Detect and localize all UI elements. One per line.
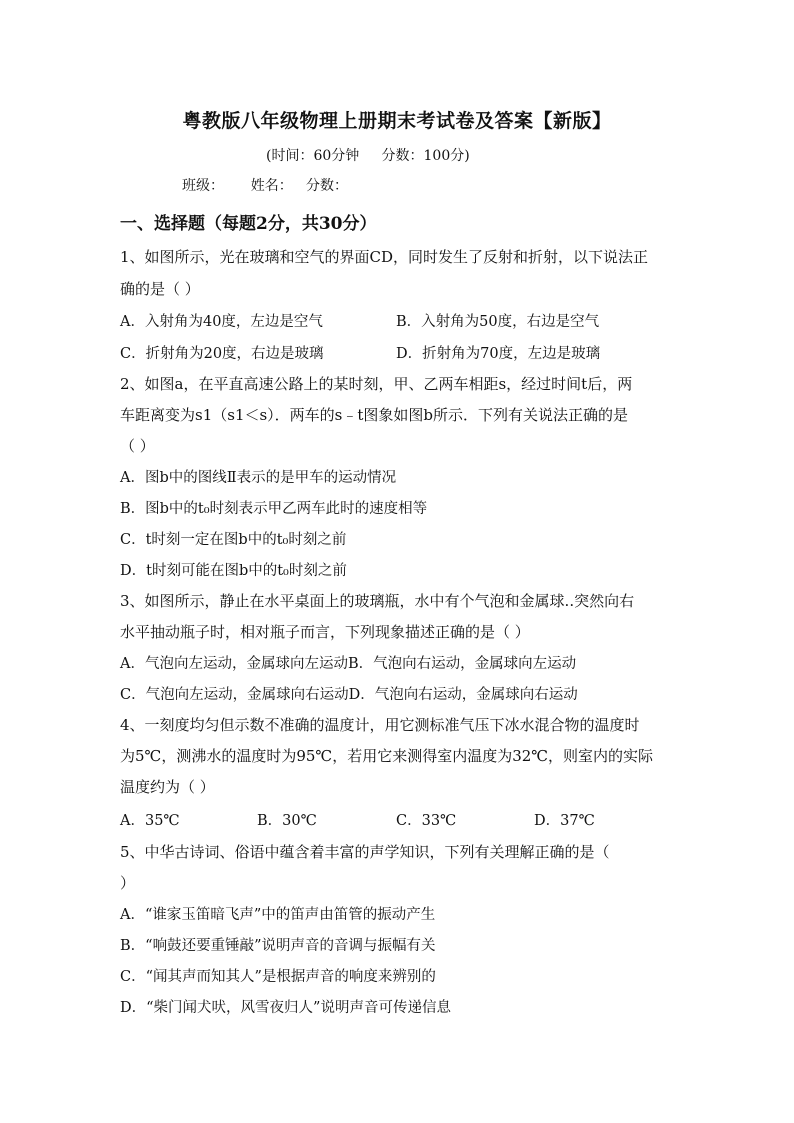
question-1-line-2: 确的是（ ） xyxy=(120,280,200,298)
exam-meta: (时间：60分钟 分数：100分) xyxy=(266,148,470,164)
question-4-option-d: D．37℃ xyxy=(534,813,595,829)
question-2-option-a: A．图b中的图线Ⅱ表示的是甲车的运动情况 xyxy=(120,470,397,486)
question-4-option-c: C．33℃ xyxy=(396,813,457,829)
question-2-line-3: （ ） xyxy=(120,437,155,455)
question-1-option-b: B．入射角为50度，右边是空气 xyxy=(396,314,600,330)
question-1-option-c: C．折射角为20度，右边是玻璃 xyxy=(120,346,324,362)
question-3-line-2: 水平抽动瓶子时，相对瓶子而言，下列现象描述正确的是（ ） xyxy=(120,623,530,641)
question-4-option-b: B．30℃ xyxy=(257,813,317,829)
question-2-option-d: D．t时刻可能在图b中的t₀时刻之前 xyxy=(120,563,347,579)
question-4-option-a: A．35℃ xyxy=(120,813,180,829)
question-5-line-1: 5、中华古诗词、俗语中蕴含着丰富的声学知识，下列有关理解正确的是（ xyxy=(120,843,610,861)
question-2-option-b: B．图b中的t₀时刻表示甲乙两车此时的速度相等 xyxy=(120,501,428,517)
question-2-line-1: 2、如图a，在平直高速公路上的某时刻，甲、乙两车相距s，经过时间t后，两 xyxy=(120,375,633,393)
question-3-option-ab: A．气泡向左运动，金属球向左运动B．气泡向右运动，金属球向左运动 xyxy=(120,656,577,672)
question-5-line-2: ） xyxy=(120,874,136,892)
question-5-option-d: D．“柴门闻犬吠，风雪夜归人”说明声音可传递信息 xyxy=(120,1000,451,1016)
question-5-option-b: B．“响鼓还要重锤敲”说明声音的音调与振幅有关 xyxy=(120,938,436,954)
question-1-option-a: A．入射角为40度，左边是空气 xyxy=(120,314,323,330)
student-info-line: 班级： 姓名： 分数： xyxy=(182,178,349,194)
question-2-line-2: 车距离变为s1（s1＜s）．两车的s﹣t图象如图b所示．下列有关说法正确的是 xyxy=(120,406,629,424)
document-title: 粤教版八年级物理上册期末考试卷及答案【新版】 xyxy=(182,110,612,132)
question-4-line-1: 4、一刻度均匀但示数不准确的温度计，用它测标准气压下冰水混合物的温度时 xyxy=(120,716,640,734)
question-5-option-a: A．“谁家玉笛暗飞声”中的笛声由笛管的振动产生 xyxy=(120,907,436,923)
question-3-option-cd: C．气泡向左运动，金属球向右运动D．气泡向右运动，金属球向右运动 xyxy=(120,687,578,703)
question-3-line-1: 3、如图所示，静止在水平桌面上的玻璃瓶，水中有个气泡和金属球..突然向右 xyxy=(120,592,635,610)
question-4-line-3: 温度约为（ ） xyxy=(120,778,215,796)
question-1-option-d: D．折射角为70度，左边是玻璃 xyxy=(396,346,601,362)
section-heading: 一、选择题（每题2分，共30分） xyxy=(120,214,377,234)
question-1-line-1: 1、如图所示，光在玻璃和空气的界面CD，同时发生了反射和折射，以下说法正 xyxy=(120,248,649,266)
question-2-option-c: C．t时刻一定在图b中的t₀时刻之前 xyxy=(120,532,347,548)
question-4-line-2: 为5℃，测沸水的温度时为95℃，若用它来测得室内温度为32℃，则室内的实际 xyxy=(120,747,654,765)
question-5-option-c: C．“闻其声而知其人”是根据声音的响度来辨别的 xyxy=(120,969,436,985)
